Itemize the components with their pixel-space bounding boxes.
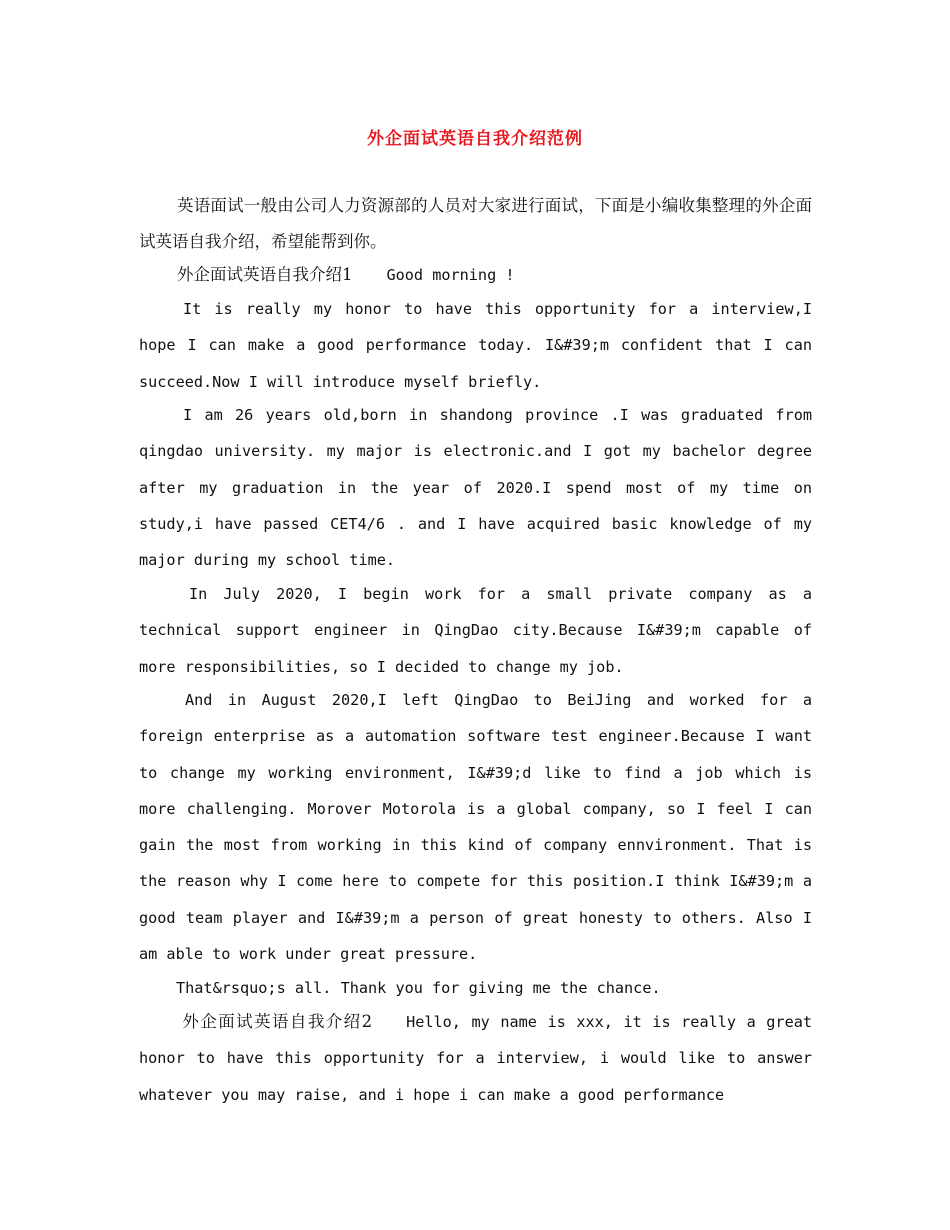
sample1-greeting: Good morning ! <box>386 266 515 284</box>
paragraph-4: And in August 2020,I left QingDao to BeiJing and worked for a foreign enterprise as a automation software test engineer.Because I want to change my working environment, I&#39;d like to find a job which is more challenging. Morover Motorola is a global company, so I feel I can gain the most from working in this kind of company ennvironment. That is the reason why I come here to compete for this position.I think I&#39;m a good team player and I&#39;m a person of great honesty to others. Also I am able to work under great pressure. <box>139 691 812 964</box>
paragraph-6: Hello, my name is xxx, it is really a great honor to have this opportunity for a interview, i would like to answer whatever you may raise, and i hope i can make a good performance <box>139 1013 812 1104</box>
paragraph-2: I am 26 years old,born in shandong province .I was graduated from qingdao university. my major is electronic.and I got my bachelor degree after my graduation in the year of 2020.I spend most of my time on study,i have passed CET4/6 . and I have acquired basic knowledge of my major during my school time. <box>139 406 812 570</box>
paragraph-3: In July 2020, I begin work for a small private company as a technical support engineer in QingDao city.Because I&#39;m capable of more responsibilities, so I decided to change my job. <box>139 585 812 676</box>
sample1-label: 外企面试英语自我介绍1 <box>177 265 353 284</box>
sample2-paragraph <box>139 1004 812 1113</box>
paragraph-1: It is really my honor to have this opportunity for a interview,I hope I can make a good performance today. I&#39;m confident that I can succeed.Now I will introduce myself briefly. <box>139 300 812 391</box>
paragraph-5: That&rsquo;s all. Thank you for giving me the chance. <box>176 979 661 997</box>
sample2-label: 外企面试英语自我介绍2 <box>181 1012 373 1031</box>
sample1-heading-line <box>177 265 817 285</box>
intro-paragraph: 英语面试一般由公司人力资源部的人员对大家进行面试，下面是小编收集整理的外企面试英语自我介绍，希望能帮到你。 <box>139 196 812 251</box>
document-title: 外企面试英语自我介绍范例 <box>367 129 583 149</box>
